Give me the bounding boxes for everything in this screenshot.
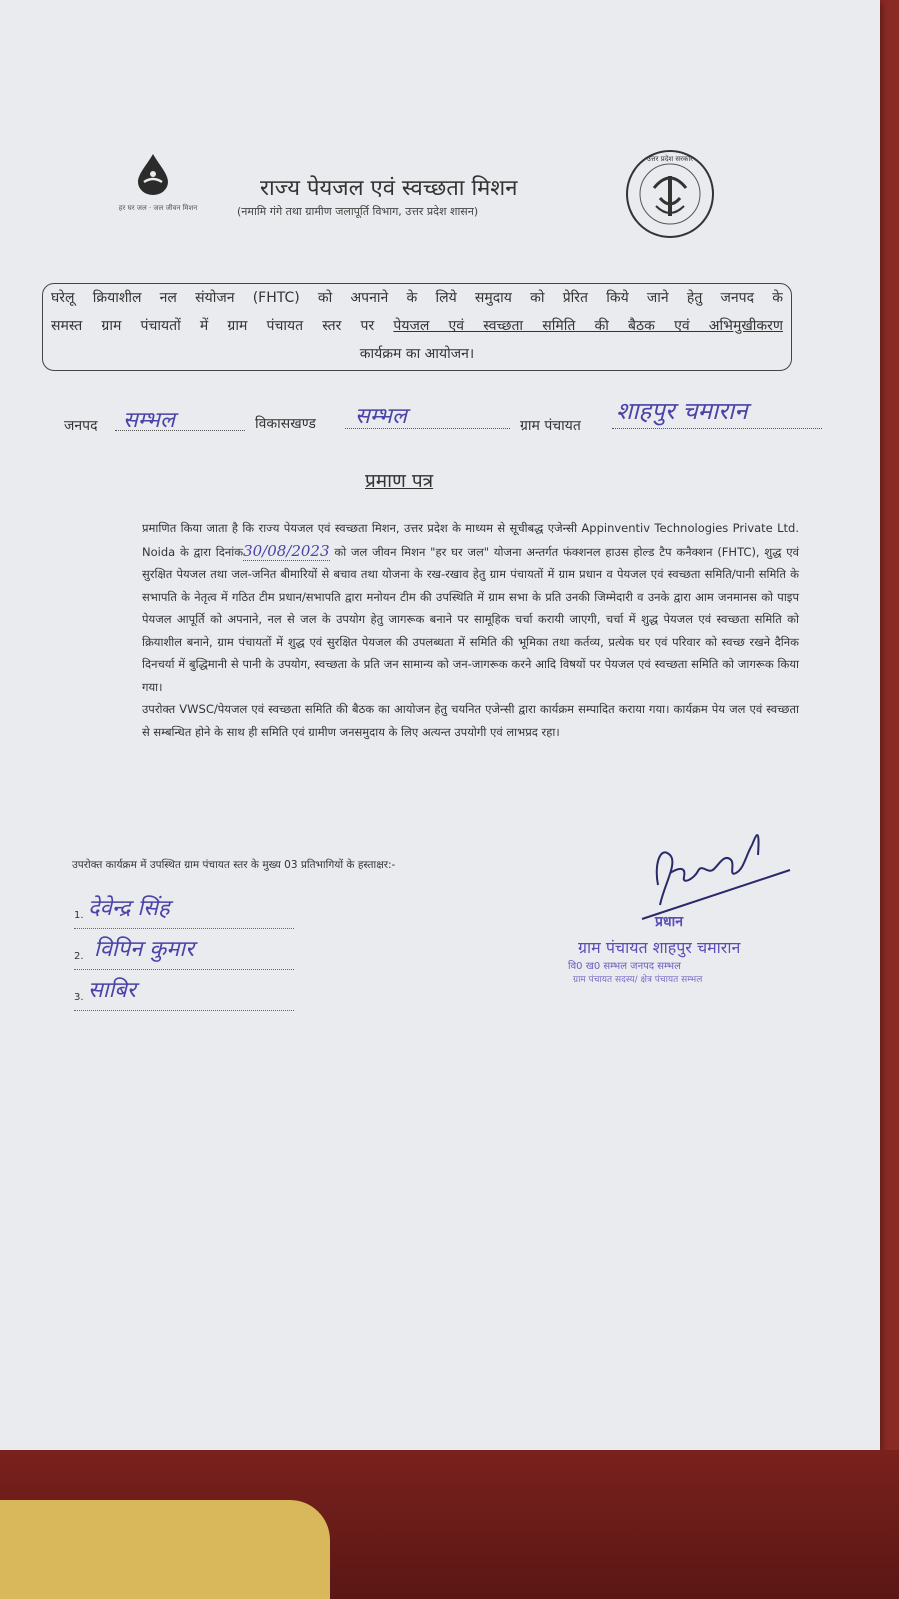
up-government-seal-icon bbox=[624, 148, 716, 240]
stamp-line-1: ग्राम पंचायत शाहपुर चमारान bbox=[578, 938, 741, 957]
signature-intro: उपरोक्त कार्यक्रम में उपस्थित ग्राम पंचायत स्तर के मुख्य 03 प्रतिभागियों के हस्ताक्षर:- bbox=[72, 859, 396, 871]
janpad-field bbox=[115, 404, 245, 431]
signature-name: देवेन्द्र सिंह bbox=[88, 896, 170, 921]
panchayat-value: शाहपुर चमारान bbox=[616, 397, 748, 425]
background-cloth bbox=[0, 1500, 330, 1599]
signature-number: 3. bbox=[74, 992, 84, 1003]
certificate-title: प्रमाण पत्र bbox=[365, 470, 434, 492]
paragraph-1-rest: को जल जीवन मिशन "हर घर जल" योजना अन्तर्गत फंक्शनल हाउस होल्ड टैप कनैक्शन (FHTC), शुद्ध एवं सुरक्षित पेयजल तथा जल-जनित बीमारियों से बचाव तथा योजना के रख-रखाव हेतु ग्राम पंचायतों में ग्राम प्रधान व पेयजल एवं स्वच्छता समिति/पानी समिति के सभापति के नेतृत्व में गठित टीम प्रधान/सभापति द्वारा मनोयन टीम की उपस्थिति में ग्राम सभा के प्रति उनकी जिम्मेदारी व उनके द्वारा आम जनमानस को पाइप पेयजल आपूर्ति को अपनाने, नल से जल के उपयोग हेतु जागरूक बनाने पर सामूहिक चर्चा करायी जाएगी, चर्चा में शुद्ध पेयजल एवं स्वच्छता समिति को क्रियाशील बनाने, ग्राम पंचायतों में शुद्ध एवं सुरक्षित पेयजल की उपलब्धता में समिति की भूमिका तथा कर्तव्य, प्रत्येक घर एवं परिवार को स्वच्छ रखने दैनिक दिनचर्या में बुद्धिमानी से पानी के उपयोग, स्वच्छता के प्रति जन सामान्य को जन-जागरूक करने आदि विषयों पर पेयजल एवं स्वच्छता समिति को जागरूक किया गया। bbox=[142, 544, 800, 694]
block-value: सम्भल bbox=[355, 404, 407, 429]
janpad-value: सम्भल bbox=[123, 408, 175, 433]
paragraph-1-start: प्रमाणित किया जाता है कि राज्य पेयजल एवं स्वच्छता मिशन, उत्तर प्रदेश के माध्यम से सूचीबद्ध एजेन्सी Appinventiv Technologies Private Ltd. Noida के द्वारा दिनांक bbox=[142, 521, 799, 559]
janpad-label: जनपद bbox=[64, 418, 98, 434]
certificate-paragraph-1 bbox=[62, 517, 799, 698]
certificate-date: 30/08/2023 bbox=[243, 541, 330, 560]
program-line-3: कार्यक्रम का आयोजन। bbox=[359, 346, 475, 362]
pradhan-signature-icon bbox=[640, 815, 800, 925]
panchayat-field bbox=[612, 394, 822, 429]
block-label: विकासखण्ड bbox=[255, 416, 316, 432]
seal-text: उत्तर प्रदेश सरकार bbox=[646, 155, 694, 163]
signature-row bbox=[74, 970, 294, 1011]
program-box bbox=[42, 283, 792, 371]
signature-number: 2. bbox=[74, 951, 84, 962]
program-line-1: घरेलू क्रियाशील नल संयोजन (FHTC) को अपनाने के लिये समुदाय को प्रेरित किये जाने हेतु जनपद के bbox=[51, 290, 783, 306]
stamp-line-2: वि0 ख0 सम्भल जनपद सम्भल bbox=[568, 961, 681, 972]
jal-jeevan-mission-logo-icon bbox=[132, 152, 174, 196]
signature-name: साबिर bbox=[88, 978, 136, 1003]
program-line-2-a: समस्त ग्राम पंचायतों में ग्राम पंचायत स्तर पर bbox=[51, 318, 394, 334]
signature-list bbox=[74, 888, 294, 1011]
stamp-role: प्रधान bbox=[655, 914, 683, 930]
mission-title: राज्य पेयजल एवं स्वच्छता मिशन bbox=[260, 176, 518, 201]
signature-name: विपिन कुमार bbox=[94, 937, 195, 962]
signature-row bbox=[74, 929, 294, 970]
block-field bbox=[345, 400, 510, 429]
program-line-2 bbox=[51, 312, 783, 340]
signature-row bbox=[74, 888, 294, 929]
panchayat-label: ग्राम पंचायत bbox=[520, 418, 581, 434]
stamp-line-3: ग्राम पंचायत सदस्य/ क्षेत्र पंचायत सम्भल bbox=[573, 975, 703, 985]
certificate-paragraph-2: उपरोक्त VWSC/पेयजल एवं स्वच्छता समिति की बैठक का आयोजन हेतु चयनित एजेन्सी द्वारा कार्यक्रम सम्पादित कराया गया। कार्यक्रम पेय जल एवं स्वच्छता से सम्बन्धित होने के साथ ही समिति एवं ग्रामीण जनसमुदाय के लिए अत्यन्त उपयोगी एवं लाभप्रद रहा। bbox=[142, 702, 799, 739]
certificate-body bbox=[62, 517, 799, 743]
program-line-2-underlined: पेयजल एवं स्वच्छता समिति की बैठक एवं अभिमुखीकरण bbox=[393, 318, 783, 334]
logo-caption: हर घर जल · जल जीवन मिशन bbox=[118, 204, 198, 212]
signature-number: 1. bbox=[74, 910, 84, 921]
mission-subtitle: (नमामि गंगे तथा ग्रामीण जलापूर्ति विभाग, उत्तर प्रदेश शासन) bbox=[237, 205, 479, 218]
